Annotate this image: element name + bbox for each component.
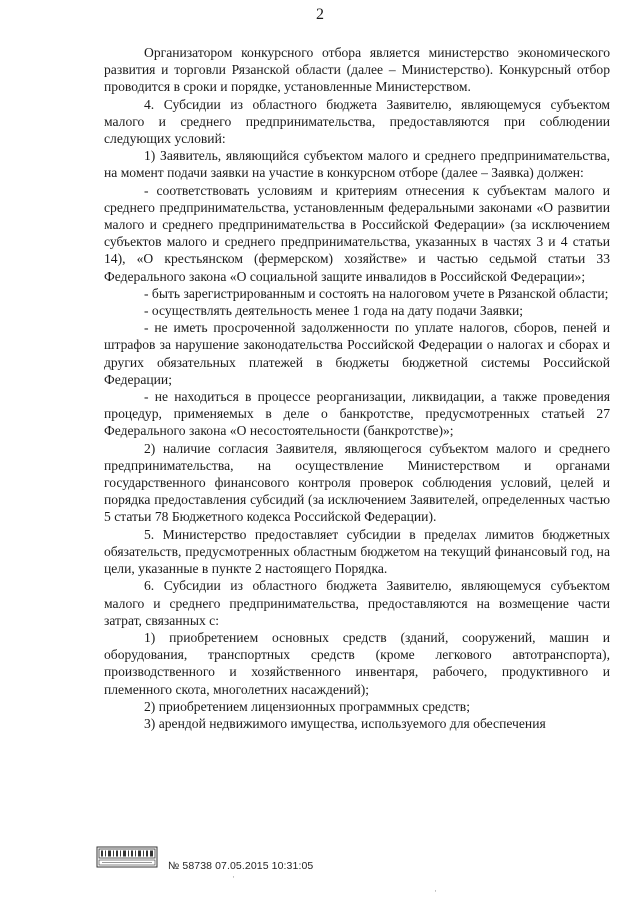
paragraph: - не иметь просроченной задолженности по уплате налогов, сборов, пеней и штрафов за нарушение законодательства Российской Федерации о налогах и сборах и других обязательных платежей в бюджеты бюджетной системы Российской Федерации; xyxy=(104,320,610,387)
scan-mark: · xyxy=(232,872,235,882)
paragraph: 6. Субсидии из областного бюджета Заявителю, являющемуся субъектом малого и среднего предпринимательства, предоставляются на возмещение части затрат, связанных с: xyxy=(104,578,610,628)
document-body xyxy=(104,44,610,732)
page-number: 2 xyxy=(316,6,324,23)
paragraph: 3) арендой недвижимого имущества, используемого для обеспечения xyxy=(144,715,546,731)
barcode-stamp-icon xyxy=(96,846,158,868)
footer xyxy=(96,846,396,876)
paragraph: Организатором конкурсного отбора является министерство экономического развития и торговли Рязанской области (далее – Министерство). Конкурсный отбор проводится в сроки и порядке, установленные Министерством. xyxy=(104,45,610,95)
scan-mark: · xyxy=(434,886,437,896)
paragraph: 5. Министерство предоставляет субсидии в пределах лимитов бюджетных обязательств, предусмотренных областным бюджетом на текущий финансовый год, на цели, указанные в пункте 2 настоящего Порядка. xyxy=(104,526,610,577)
paragraph: 1) приобретением основных средств (зданий, сооружений, машин и оборудования, транспортных средств (кроме легкового автотранспорта), производственного и хозяйственного инвентаря, рабочего, продуктивного и племенного скота, многолетних насаждений); xyxy=(104,629,610,697)
paragraph: - соответствовать условиям и критериям отнесения к субъектам малого и среднего предпринимательства, установленным федеральными законами «О развитии малого и среднего предпринимательства в Российской Федерации» (за исключением субъектов малого и среднего предпринимательства, указанных в частях 3 и 4 статьи 14), «О крестьянском (фермерском) хозяйстве» и частью седьмой статьи 33 Федерального закона «О социальной защите инвалидов в Российской Федерации»; xyxy=(104,182,610,284)
paragraph: 2) приобретением лицензионных программных средств; xyxy=(144,698,470,714)
paragraph: 2) наличие согласия Заявителя, являющегося субъектом малого и среднего предпринимательства, на осуществление Министерством и органами государственного финансового контроля проверок соблюдения условий, целей и порядка предоставления субсидий (за исключением Заявителей, определенных частью 5 статьи 78 Бюджетного кодекса Российской Федерации). xyxy=(104,440,610,525)
paragraph: - быть зарегистрированным и состоять на налоговом учете в Рязанской области; xyxy=(144,285,609,301)
paragraph: - осуществлять деятельность менее 1 года на дату подачи Заявки; xyxy=(144,303,524,319)
paragraph: 1) Заявитель, являющийся субъектом малого и среднего предпринимательства, на момент подачи заявки на участие в конкурсном отборе (далее – Заявка) должен: xyxy=(104,148,610,181)
registration-stamp: № 58738 07.05.2015 10:31:05 xyxy=(168,860,314,872)
paragraph: - не находиться в процессе реорганизации, ликвидации, а также проведения процедур, применяемых в деле о банкротстве, предусмотренных статьей 27 Федерального закона «О несостоятельности (банкротстве)»; xyxy=(104,389,610,439)
paragraph: 4. Субсидии из областного бюджета Заявителю, являющемуся субъектом малого и среднего предпринимательства, предоставляются при соблюдении следующих условий: xyxy=(104,96,610,147)
